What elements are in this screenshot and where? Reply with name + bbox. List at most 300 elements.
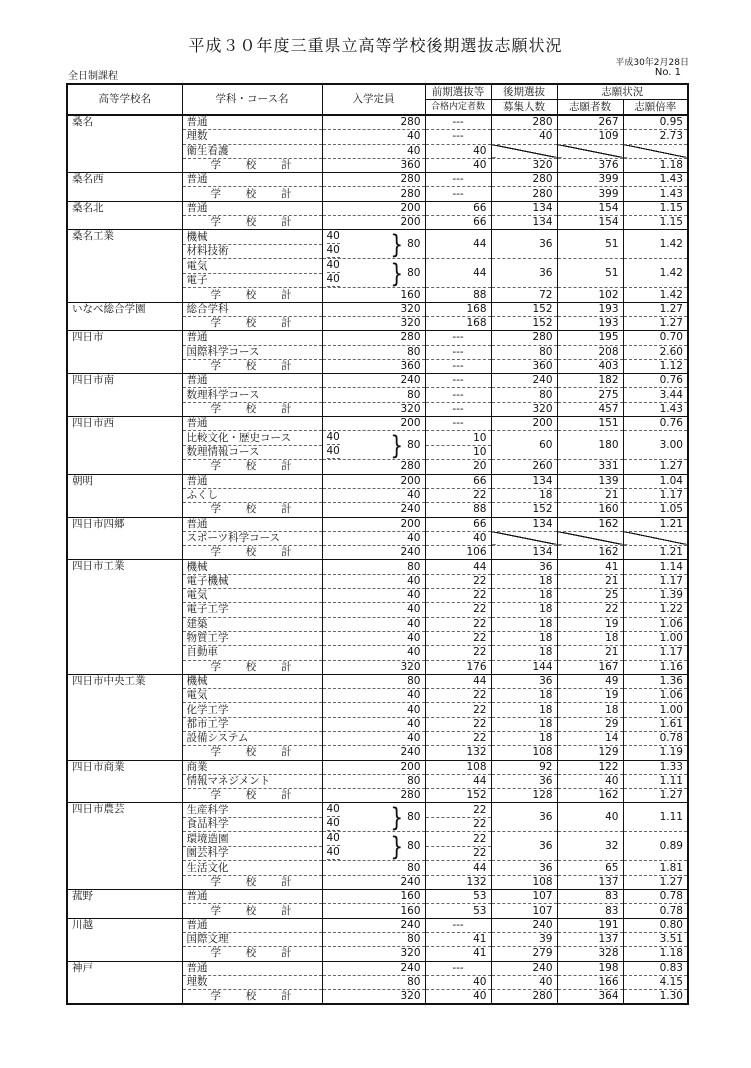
total-label-char: 計 — [281, 746, 292, 759]
early-value: 44 — [425, 774, 491, 788]
early-value: 10 — [425, 445, 491, 460]
applicants-value: 139 — [557, 474, 623, 488]
total-label-char: 校 — [245, 947, 257, 960]
total-label — [182, 359, 322, 373]
ratio-value: 2.60 — [623, 345, 688, 359]
ratio-value: 0.78 — [623, 731, 688, 745]
total-early: 66 — [425, 216, 491, 230]
total-label — [182, 875, 322, 889]
capacity-value: 80 — [322, 861, 425, 875]
school-name: 四日市南 — [67, 374, 182, 417]
capacity-group — [322, 230, 425, 259]
total-applicants: 160 — [557, 503, 623, 517]
ratio-value: 1.43 — [623, 173, 688, 187]
total-capacity: 320 — [322, 990, 425, 1005]
early-value: --- — [425, 331, 491, 345]
total-label-char: 計 — [281, 460, 292, 473]
capacity-value: 280 — [322, 173, 425, 187]
table-row — [67, 674, 688, 688]
total-applicants: 162 — [557, 789, 623, 803]
capacity-value: 200 — [322, 474, 425, 488]
total-label-char: 学 — [210, 460, 221, 473]
total-label-char: 学 — [210, 660, 221, 673]
early-value: 22 — [425, 689, 491, 703]
total-label-char: 計 — [281, 288, 292, 301]
total-applicants: 137 — [557, 875, 623, 889]
course-name: 普通 — [182, 517, 322, 531]
late-value: 18 — [491, 589, 557, 603]
course-type-label: 全日制課程 — [68, 71, 118, 82]
school-name: 桑名西 — [67, 173, 182, 202]
course-name: スポーツ科学コース — [182, 531, 322, 545]
col-course: 学科・コース名 — [182, 84, 322, 115]
ratio-value: 1.14 — [623, 560, 688, 574]
early-value: 44 — [425, 861, 491, 875]
col-capacity: 入学定員 — [322, 84, 425, 115]
total-label-char: 学 — [210, 789, 221, 802]
total-label — [182, 158, 322, 172]
course-name: 国際科学コース — [182, 345, 322, 359]
capacity-value: 40 — [322, 703, 425, 717]
total-label — [182, 288, 322, 302]
capacity-value: 80 — [322, 560, 425, 574]
ratio-value: 0.80 — [623, 918, 688, 932]
total-label-char: 計 — [281, 904, 292, 917]
total-ratio: 1.16 — [623, 660, 688, 674]
course-name: 電子工学 — [182, 603, 322, 617]
capacity-value: 40 — [322, 617, 425, 631]
ratio-value: 1.27 — [623, 302, 688, 316]
school-name: 四日市 — [67, 331, 182, 374]
total-early: 132 — [425, 875, 491, 889]
ratio-value: 3.44 — [623, 388, 688, 402]
late-value: 18 — [491, 717, 557, 731]
late-value: 18 — [491, 731, 557, 745]
early-value: --- — [425, 374, 491, 388]
total-ratio: 1.12 — [623, 359, 688, 373]
col-early-bottom: 合格内定者数 — [425, 100, 491, 116]
ratio-value: 1.42 — [623, 259, 688, 288]
course-name: 数理情報コース — [182, 445, 322, 460]
sub-capacity-value: 40 — [326, 803, 340, 816]
total-capacity: 200 — [322, 216, 425, 230]
course-name: 建築 — [182, 617, 322, 631]
total-applicants: 364 — [557, 990, 623, 1005]
total-label — [182, 789, 322, 803]
school-name: 神戸 — [67, 961, 182, 1004]
total-applicants: 403 — [557, 359, 623, 373]
applicants-value: 51 — [557, 259, 623, 288]
table-row — [67, 302, 688, 316]
course-name: 普通 — [182, 115, 322, 130]
late-value: 18 — [491, 617, 557, 631]
table-row — [67, 115, 688, 130]
ratio-value: 1.04 — [623, 474, 688, 488]
total-label-char: 校 — [245, 288, 257, 301]
page-title: 平成３０年度三重県立高等学校後期選抜志願状況 — [188, 36, 563, 55]
total-ratio: 1.21 — [623, 546, 688, 560]
table-row — [67, 803, 688, 818]
combined-capacity-value: 80 — [407, 438, 421, 451]
early-value: 40 — [425, 975, 491, 989]
applicants-value: 41 — [557, 560, 623, 574]
late-value — [491, 531, 557, 545]
early-value: --- — [425, 417, 491, 431]
course-name: 理数 — [182, 975, 322, 989]
course-name: 機械 — [182, 674, 322, 688]
ratio-value: 1.33 — [623, 760, 688, 774]
course-name: 自動車 — [182, 646, 322, 660]
early-value: --- — [425, 173, 491, 187]
total-ratio: 1.27 — [623, 316, 688, 330]
total-label-char: 計 — [281, 159, 292, 172]
capacity-value: 80 — [322, 932, 425, 946]
total-label-char: 校 — [245, 159, 257, 172]
total-early: 176 — [425, 660, 491, 674]
total-label — [182, 947, 322, 961]
applicants-value: 51 — [557, 230, 623, 259]
total-applicants: 167 — [557, 660, 623, 674]
applicants-value: 191 — [557, 918, 623, 932]
ratio-value: 0.76 — [623, 417, 688, 431]
late-value: 134 — [491, 474, 557, 488]
table-row — [67, 560, 688, 574]
early-value: --- — [425, 130, 491, 144]
brace-icon: } — [390, 430, 404, 460]
capacity-value: 40 — [322, 488, 425, 502]
application-status-table — [66, 83, 689, 1005]
late-value: 36 — [491, 230, 557, 259]
total-early: --- — [425, 402, 491, 416]
school-name: 四日市中央工業 — [67, 674, 182, 760]
total-label-char: 学 — [210, 990, 221, 1003]
applicants-value: 21 — [557, 646, 623, 660]
table-row — [67, 230, 688, 245]
ratio-value: 1.17 — [623, 488, 688, 502]
applicants-value: 180 — [557, 431, 623, 460]
ratio-value: 1.42 — [623, 230, 688, 259]
applicants-value: 49 — [557, 674, 623, 688]
ratio-value: 1.17 — [623, 646, 688, 660]
early-value: 40 — [425, 531, 491, 545]
total-label-char: 校 — [245, 216, 257, 229]
total-applicants: 399 — [557, 187, 623, 201]
ratio-value: 1.11 — [623, 803, 688, 832]
total-capacity: 160 — [322, 288, 425, 302]
early-value: 53 — [425, 890, 491, 904]
course-name: 電気 — [182, 259, 322, 274]
total-label — [182, 216, 322, 230]
capacity-value: 280 — [322, 331, 425, 345]
course-name: 普通 — [182, 417, 322, 431]
total-late: 152 — [491, 503, 557, 517]
course-name: 電気 — [182, 589, 322, 603]
applicants-value: 32 — [557, 832, 623, 861]
total-applicants: 193 — [557, 316, 623, 330]
late-value: 240 — [491, 918, 557, 932]
applicants-value: 193 — [557, 302, 623, 316]
applicants-value: 22 — [557, 603, 623, 617]
ratio-value: 0.95 — [623, 115, 688, 130]
applicants-value: 154 — [557, 201, 623, 215]
capacity-value: 160 — [322, 890, 425, 904]
total-applicants: 102 — [557, 288, 623, 302]
course-name: 電子 — [182, 273, 322, 288]
capacity-value: 80 — [322, 975, 425, 989]
ratio-value: 1.61 — [623, 717, 688, 731]
total-label-char: 計 — [281, 503, 292, 516]
applicants-value: 19 — [557, 689, 623, 703]
capacity-value: 240 — [322, 374, 425, 388]
total-early: 152 — [425, 789, 491, 803]
ratio-value: 0.70 — [623, 331, 688, 345]
course-name: 都市工学 — [182, 717, 322, 731]
page-number: No. 1 — [654, 67, 681, 78]
total-ratio: 1.27 — [623, 789, 688, 803]
ratio-value: 1.06 — [623, 689, 688, 703]
applicants-value: 18 — [557, 631, 623, 645]
total-label-char: 校 — [245, 503, 257, 516]
table-row — [67, 961, 688, 975]
total-label-char: 校 — [245, 875, 257, 888]
capacity-value: 240 — [322, 961, 425, 975]
total-late: 134 — [491, 216, 557, 230]
capacity-value: 40 — [322, 646, 425, 660]
late-value: 18 — [491, 631, 557, 645]
ratio-value: 0.89 — [623, 832, 688, 861]
applicants-value: 65 — [557, 861, 623, 875]
combined-capacity-value: 80 — [407, 810, 421, 823]
total-label — [182, 746, 322, 760]
late-value: 134 — [491, 517, 557, 531]
ratio-value: 0.76 — [623, 374, 688, 388]
total-label-char: 学 — [210, 288, 221, 301]
late-value: 240 — [491, 961, 557, 975]
late-value: 39 — [491, 932, 557, 946]
total-label — [182, 402, 322, 416]
early-value: 22 — [425, 603, 491, 617]
early-value: 22 — [425, 703, 491, 717]
table-row — [67, 201, 688, 215]
early-value: 66 — [425, 474, 491, 488]
applicants-value: 29 — [557, 717, 623, 731]
early-value: --- — [425, 345, 491, 359]
total-label — [182, 460, 322, 474]
total-label-char: 学 — [210, 546, 221, 559]
sub-capacity-value: 40 — [326, 431, 340, 444]
table-row — [67, 760, 688, 774]
capacity-value: 40 — [322, 589, 425, 603]
total-capacity: 360 — [322, 359, 425, 373]
early-value: 66 — [425, 517, 491, 531]
applicants-value: 182 — [557, 374, 623, 388]
total-late: 320 — [491, 158, 557, 172]
sub-capacity-value: 40 — [326, 244, 340, 257]
late-value: 18 — [491, 646, 557, 660]
early-value: 22 — [425, 832, 491, 847]
ratio-value: 1.21 — [623, 517, 688, 531]
total-early: 132 — [425, 746, 491, 760]
total-ratio: 1.43 — [623, 402, 688, 416]
ratio-value: 1.00 — [623, 631, 688, 645]
col-school: 高等学校名 — [67, 84, 182, 115]
total-capacity: 160 — [322, 904, 425, 918]
applicants-value — [557, 531, 623, 545]
total-ratio: 1.19 — [623, 746, 688, 760]
late-value: 107 — [491, 890, 557, 904]
late-value: 36 — [491, 674, 557, 688]
sub-capacity-value: 40 — [326, 445, 340, 458]
total-label-char: 計 — [281, 789, 292, 802]
combined-capacity-value: 80 — [407, 839, 421, 852]
applicants-value: 18 — [557, 703, 623, 717]
capacity-value: 80 — [322, 388, 425, 402]
ratio-value: 1.17 — [623, 574, 688, 588]
applicants-value: 14 — [557, 731, 623, 745]
late-value: 36 — [491, 774, 557, 788]
capacity-value: 40 — [322, 130, 425, 144]
col-status-top: 志願状況 — [557, 84, 688, 100]
capacity-value: 40 — [322, 603, 425, 617]
table-row — [67, 517, 688, 531]
combined-capacity-value: 80 — [407, 266, 421, 279]
total-capacity: 280 — [322, 460, 425, 474]
total-label-char: 計 — [281, 546, 292, 559]
early-value: 22 — [425, 617, 491, 631]
sub-capacity-value: 40 — [326, 817, 340, 830]
total-label-char: 計 — [281, 947, 292, 960]
early-value: 66 — [425, 201, 491, 215]
total-early: --- — [425, 359, 491, 373]
ratio-value: 1.81 — [623, 861, 688, 875]
early-value: 168 — [425, 302, 491, 316]
course-name: 比較文化・歴史コース — [182, 431, 322, 446]
applicants-value: 208 — [557, 345, 623, 359]
total-label-char: 学 — [210, 360, 221, 372]
total-ratio: 1.42 — [623, 288, 688, 302]
total-label-char: 計 — [281, 875, 292, 888]
applicants-value: 25 — [557, 589, 623, 603]
total-capacity: 280 — [322, 789, 425, 803]
late-value: 18 — [491, 574, 557, 588]
late-value: 18 — [491, 689, 557, 703]
late-value: 152 — [491, 302, 557, 316]
table-row — [67, 331, 688, 345]
total-label — [182, 503, 322, 517]
ratio-value: 3.00 — [623, 431, 688, 460]
ratio-value: 0.78 — [623, 890, 688, 904]
total-ratio: 1.18 — [623, 947, 688, 961]
total-applicants: 162 — [557, 546, 623, 560]
school-name: 四日市工業 — [67, 560, 182, 674]
total-early: 168 — [425, 316, 491, 330]
early-value: 44 — [425, 259, 491, 288]
total-label-char: 校 — [245, 187, 257, 200]
applicants-value: 19 — [557, 617, 623, 631]
course-name: 機械 — [182, 230, 322, 245]
total-label-char: 校 — [245, 660, 257, 673]
applicants-value: 109 — [557, 130, 623, 144]
early-value: 22 — [425, 803, 491, 818]
total-capacity: 320 — [322, 660, 425, 674]
total-capacity: 320 — [322, 947, 425, 961]
early-value: 22 — [425, 717, 491, 731]
late-value: 18 — [491, 488, 557, 502]
late-value: 92 — [491, 760, 557, 774]
early-value: 44 — [425, 560, 491, 574]
total-late: 107 — [491, 904, 557, 918]
ratio-value: 1.39 — [623, 589, 688, 603]
course-name: 理数 — [182, 130, 322, 144]
late-value: 200 — [491, 417, 557, 431]
total-label-char: 学 — [210, 947, 221, 960]
total-label-char: 学 — [210, 904, 221, 917]
course-name: ふくし — [182, 488, 322, 502]
applicants-value: 195 — [557, 331, 623, 345]
total-capacity: 360 — [322, 158, 425, 172]
late-value: 18 — [491, 703, 557, 717]
early-value: 10 — [425, 431, 491, 446]
course-name: 生活文化 — [182, 861, 322, 875]
table-body — [67, 115, 688, 1004]
early-value: 22 — [425, 846, 491, 861]
capacity-value: 40 — [322, 144, 425, 158]
total-early: 20 — [425, 460, 491, 474]
total-label-char: 計 — [281, 187, 292, 200]
school-name: 桑名工業 — [67, 230, 182, 302]
early-value: --- — [425, 961, 491, 975]
applicants-value: 40 — [557, 803, 623, 832]
course-name: 機械 — [182, 560, 322, 574]
total-capacity: 240 — [322, 503, 425, 517]
brace-icon: } — [390, 258, 404, 288]
capacity-value: 200 — [322, 517, 425, 531]
capacity-value: 40 — [322, 731, 425, 745]
total-label-char: 校 — [245, 317, 257, 330]
late-value: 36 — [491, 803, 557, 832]
sub-capacity-value: 40 — [326, 230, 340, 243]
total-label-char: 校 — [245, 402, 257, 415]
total-late: 152 — [491, 316, 557, 330]
sub-capacity-value: 40 — [326, 846, 340, 859]
col-late-top: 後期選抜 — [491, 84, 557, 100]
total-ratio: 1.05 — [623, 503, 688, 517]
late-value: 36 — [491, 259, 557, 288]
early-value: --- — [425, 918, 491, 932]
course-name: 生産科学 — [182, 803, 322, 818]
course-name: 物質工学 — [182, 631, 322, 645]
early-value: 41 — [425, 932, 491, 946]
total-applicants: 331 — [557, 460, 623, 474]
early-value: 22 — [425, 488, 491, 502]
capacity-value: 80 — [322, 674, 425, 688]
early-value: 22 — [425, 589, 491, 603]
total-label-char: 学 — [210, 317, 221, 330]
applicants-value: 162 — [557, 517, 623, 531]
school-name: いなべ総合学園 — [67, 302, 182, 331]
applicants-value: 151 — [557, 417, 623, 431]
ratio-value: 4.15 — [623, 975, 688, 989]
total-label — [182, 316, 322, 330]
total-late: 280 — [491, 187, 557, 201]
capacity-value: 40 — [322, 631, 425, 645]
table-row — [67, 417, 688, 431]
applicants-value: 166 — [557, 975, 623, 989]
early-value: 108 — [425, 760, 491, 774]
school-name: 四日市農芸 — [67, 803, 182, 890]
course-name: 総合学科 — [182, 302, 322, 316]
course-name: 食品科学 — [182, 817, 322, 832]
